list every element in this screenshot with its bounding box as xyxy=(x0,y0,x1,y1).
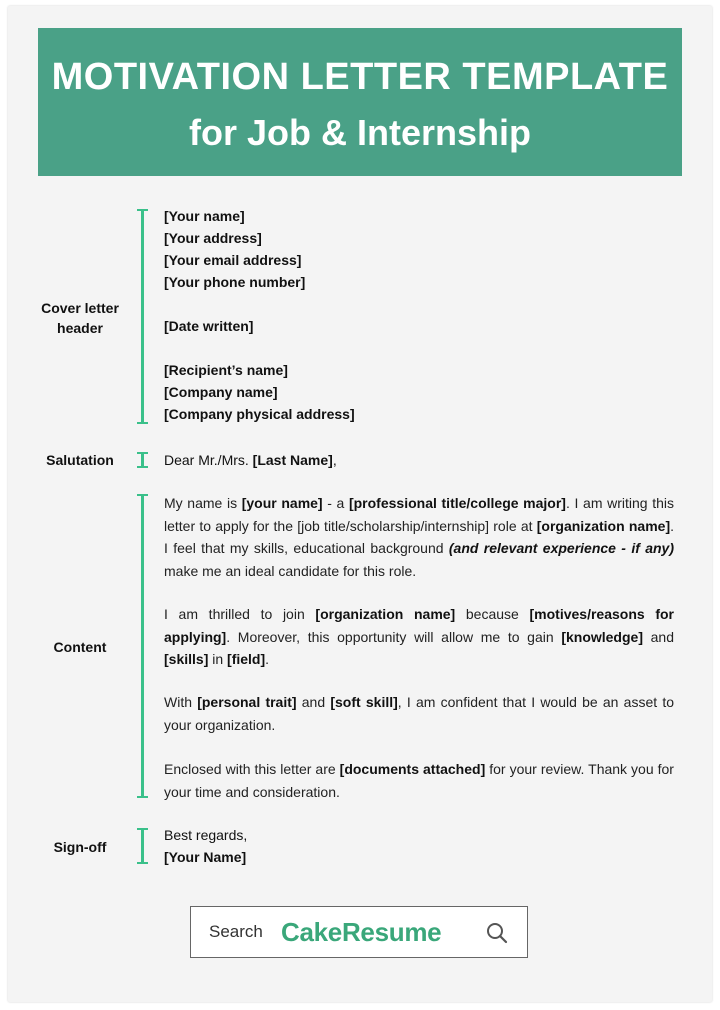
salutation-line: Dear Mr./Mrs. [Last Name], xyxy=(164,452,337,468)
content-bracket xyxy=(141,494,144,798)
section-label-signoff: Sign-off xyxy=(53,839,107,855)
banner-title: MOTIVATION LETTER TEMPLATE xyxy=(51,56,669,98)
header-lines xyxy=(164,205,355,425)
signoff-name: [Your Name] xyxy=(164,849,247,865)
recipient-name: [Recipient’s name] xyxy=(164,362,288,378)
search-icon[interactable] xyxy=(485,921,509,945)
title-banner xyxy=(38,28,682,176)
banner-subtitle: for Job & Internship xyxy=(189,112,531,153)
sender-email: [Your email address] xyxy=(164,252,302,268)
signoff-bracket xyxy=(141,828,144,864)
company-name: [Company name] xyxy=(164,384,278,400)
sender-name: [Your name] xyxy=(164,208,245,224)
sender-address: [Your address] xyxy=(164,230,262,246)
sender-phone: [Your phone number] xyxy=(164,274,306,290)
brand-logo: CakeResume xyxy=(281,917,442,947)
content-paragraph-2: I am thrilled to join [organization name] because [motives/reasons for applying]. Moreover, this opportunity will allow me to gain [knowledge] and [skills] in [field]. xyxy=(164,606,675,667)
header-bracket xyxy=(141,209,144,424)
content-paragraph-1: My name is [your name] - a [professional title/college major]. I am writing this letter to apply for the [job title/scholarship/internship] role at [organization name]. I feel that my skills, educational background (and relevant experience - if any) make me an ideal candidate for this role. xyxy=(164,495,674,579)
signoff-lines xyxy=(164,824,247,868)
cakeresume-search-box[interactable] xyxy=(190,906,528,958)
content-paragraph-4: Enclosed with this letter are [documents attached] for your review. Thank you for your time and consideration. xyxy=(164,761,674,800)
section-label-content: Content xyxy=(53,639,107,655)
salutation-bracket xyxy=(141,452,144,468)
content-paragraph-3: With [personal trait] and [soft skill], I am confident that I would be an asset to your organization. xyxy=(164,694,675,733)
search-label: Search xyxy=(209,922,263,941)
company-address: [Company physical address] xyxy=(164,406,355,422)
closing-text: Best regards, xyxy=(164,827,248,843)
section-label-salutation: Salutation xyxy=(46,452,114,468)
section-label-header: Cover letter header xyxy=(41,300,119,336)
date-written: [Date written] xyxy=(164,318,254,334)
